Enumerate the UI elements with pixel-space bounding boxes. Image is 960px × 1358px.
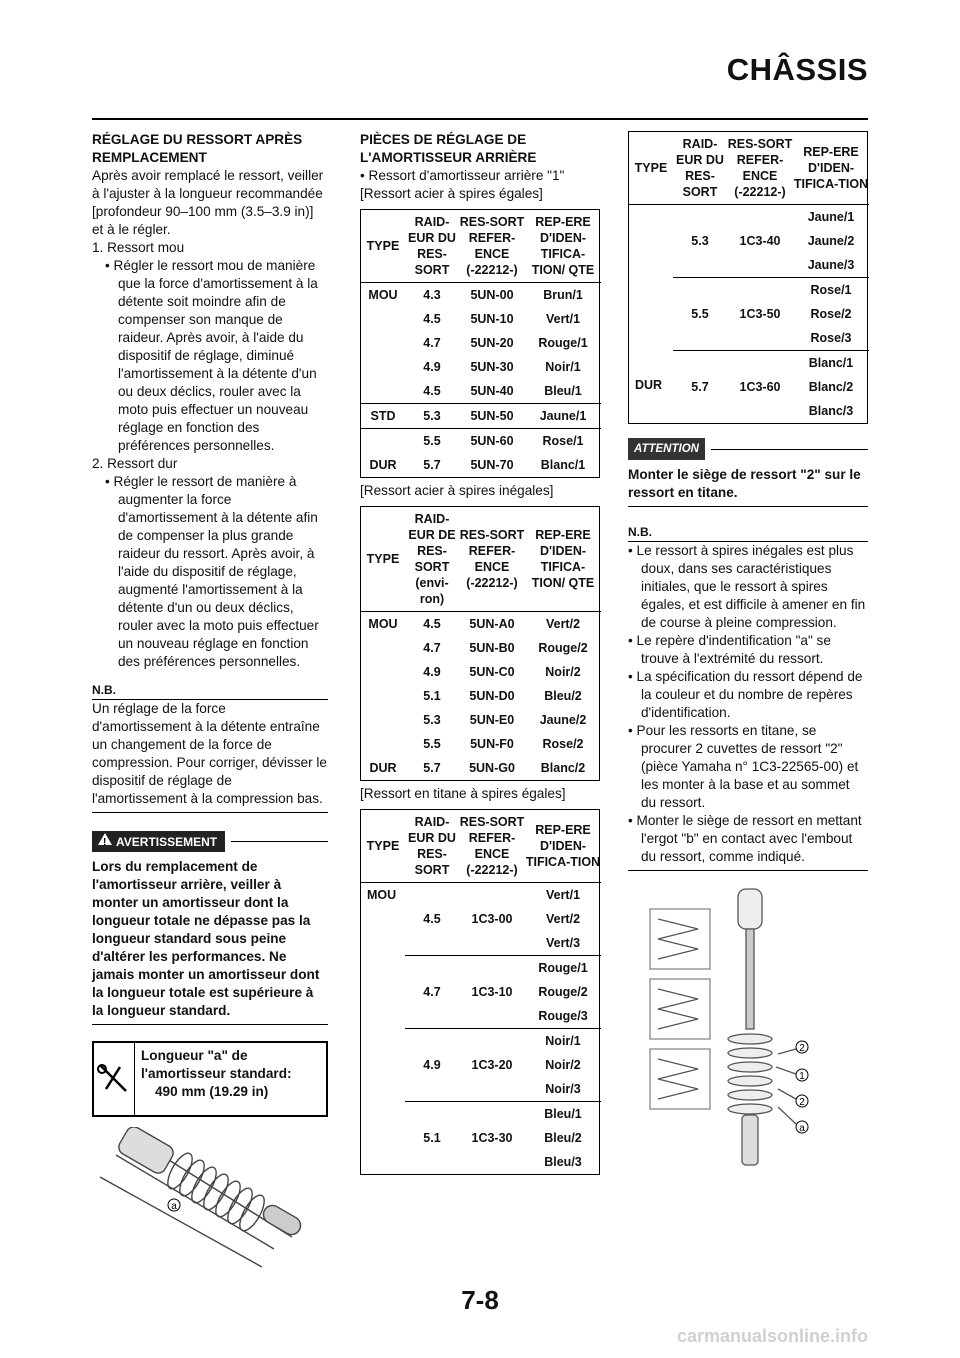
table1-caption: [Ressort acier à spires égales] [360, 186, 543, 201]
cell-rate: 4.5 [423, 912, 441, 926]
cell-rate: 5.7 [423, 761, 441, 775]
col-ref: RES-SORT REFER-ENCE (-22212-) [727, 132, 793, 205]
table-row [361, 404, 601, 429]
cell-rate: 4.9 [423, 665, 441, 679]
cell-ref: 1C3-30 [459, 1102, 525, 1175]
cell-mark: Noir/1 [545, 360, 581, 374]
col-type: TYPE [361, 210, 405, 283]
spec-box [92, 1041, 328, 1117]
cell-ref: 5UN-20 [470, 336, 514, 350]
cell-mark: Blanc/2 [808, 380, 854, 394]
nb-list-item: • La spécification du ressort dépend de la couleur et du nombre de repères d'identification. [628, 669, 863, 720]
table-row [361, 331, 601, 355]
table-row [361, 612, 601, 637]
cell-rate: 4.7 [423, 641, 441, 655]
cell-rate: 4.5 [423, 384, 441, 398]
nb-list-item: • Le repère d'indentification "a" se trouve à l'extrémité du ressort. [628, 633, 831, 666]
cell-type [361, 355, 405, 379]
cell-rate: 5.3 [423, 409, 441, 423]
intro-text: Après avoir remplacé le ressort, veiller à l'ajuster à la longueur recommandée [profondeur 90–100 mm (3.5–3.9 in)] et à le régler. [92, 168, 324, 237]
warning-rule [92, 1024, 328, 1025]
cell-mark: Rose/2 [542, 737, 584, 751]
spacer [629, 205, 673, 373]
cell-mark: Brun/1 [543, 288, 583, 302]
attention-header [628, 438, 868, 460]
table-steel-equal [360, 209, 600, 478]
cell-mark: Rose/2 [810, 307, 852, 321]
col-mark: REP-ERE D'IDEN-TIFICA-TION [793, 132, 869, 205]
table-row [361, 883, 601, 908]
cell-mark: Jaune/3 [807, 258, 855, 272]
column-right [628, 131, 868, 1174]
cell-mark: Rouge/1 [525, 956, 601, 981]
table2-caption: [Ressort acier à spires inégales] [360, 483, 554, 498]
fig-label-a: a [799, 1123, 805, 1134]
cell-ref: 5UN-G0 [469, 761, 515, 775]
cell-type: DUR [369, 761, 397, 775]
cell-type [361, 429, 405, 454]
cell-mark: Noir/3 [545, 1082, 581, 1096]
cell-mark: Bleu/1 [525, 1102, 601, 1127]
cell-mark: Bleu/1 [544, 384, 582, 398]
cell-mark: Jaune/2 [539, 713, 587, 727]
cell-type [361, 379, 405, 404]
fig-label-1: 1 [799, 1071, 805, 1082]
cell-rate: 5.3 [691, 234, 709, 248]
cell-rate: 5.7 [423, 458, 441, 472]
warning-icon [98, 833, 112, 845]
cell-mark: Rouge/2 [538, 985, 588, 999]
cell-type-top: MOU [367, 888, 397, 902]
table-row [361, 283, 601, 308]
cell-ref: 5UN-F0 [470, 737, 514, 751]
cell-mark: Rose/1 [793, 278, 869, 303]
col-ref: RES-SORT REFER-ENCE (-22212-) [459, 210, 525, 283]
cell-type [361, 708, 405, 732]
table-row [361, 453, 601, 477]
cell-ref: 5UN-B0 [469, 641, 515, 655]
col-rate: RAID-EUR DU RES-SORT [405, 810, 459, 883]
cell-ref: 1C3-60 [727, 351, 793, 424]
nb-list-item: • Le ressort à spires inégales est plus doux, dans ses caractéristiques initiales, que le ressort à spires égales, et est difficile à amener en fin de course à pleine compression. [628, 543, 866, 630]
bullet-spring: • Ressort d'amortisseur arrière "1" [360, 168, 565, 183]
cell-type [361, 331, 405, 355]
col-ref: RES-SORT REFER-ENCE (-22212-) [459, 810, 525, 883]
header-rule [92, 118, 868, 120]
cell-rate: 5.1 [423, 689, 441, 703]
nb-text: Un réglage de la force d'amortissement à la détente entraîne un changement de la force de compression. Pour corriger, dévisser le dispositif de réglage de l'amortissement à la compression bas. [92, 701, 327, 806]
cell-mark: Rouge/1 [538, 336, 588, 350]
cell-rate: 5.5 [423, 737, 441, 751]
step-2-title: 2. Ressort dur [92, 456, 178, 471]
cell-ref: 1C3-20 [459, 1029, 525, 1102]
nb-rule-2 [628, 870, 868, 871]
table-row [361, 684, 601, 708]
step-1-text: • Régler le ressort mou de manière que la force d'amortissement à la détente soit moindre afin de compenser son manque de raideur. Après avoir, à l'aide du dispositif de réglage, diminué l'amortissement à la détente d'un ou deux déclics, rouler avec la moto puis effectuer un nouveau réglage en fonction des préférences personnelles. [105, 258, 318, 453]
cell-mark: Noir/1 [525, 1029, 601, 1054]
cell-type-bottom: DUR [635, 378, 663, 392]
cell-mark: Rose/3 [810, 331, 852, 345]
cell-mark: Rose/1 [542, 434, 584, 448]
cell-type: STD [370, 409, 396, 423]
col-rate: RAID-EUR DU RES-SORT [673, 132, 727, 205]
cell-ref: 5UN-E0 [469, 713, 515, 727]
col-type: TYPE [361, 810, 405, 883]
cell-type [361, 732, 405, 756]
section-title: RÉGLAGE DU RESSORT APRÈS REMPLACEMENT [92, 132, 303, 165]
cell-type [361, 883, 405, 1175]
cell-rate: 5.5 [423, 434, 441, 448]
attention-text: Monter le siège de ressort "2" sur le ressort en titane. [628, 467, 861, 500]
cell-mark: Bleu/2 [544, 689, 582, 703]
chapter-title: CHÂSSIS [726, 52, 868, 87]
table-row [361, 379, 601, 404]
cell-mark: Blanc/1 [540, 458, 586, 472]
nb-label-2: N.B. [628, 523, 868, 542]
cell-type: MOU [368, 617, 398, 631]
cell-mark: Blanc/3 [808, 404, 854, 418]
col-mark: REP-ERE D'IDEN-TIFICA-TION [525, 810, 601, 883]
cell-type [361, 307, 405, 331]
cell-mark: Jaune/2 [807, 234, 855, 248]
cell-mark: Vert/2 [545, 617, 581, 631]
table-row [361, 307, 601, 331]
cell-mark: Jaune/1 [539, 409, 587, 423]
cell-ref: 5UN-50 [470, 409, 514, 423]
figure-label-a: a [171, 1201, 177, 1212]
cell-rate: 4.7 [423, 336, 441, 350]
cell-rate: 5.5 [673, 278, 727, 351]
warning-text: Lors du remplacement de l'amortisseur arrière, veiller à monter un amortisseur dont la longueur totale ne dépasse pas la longueur standard sous peine d'altérer les performances. Ne jamais monter un amortisseur dont la longueur totale est supérieure à la longueur standard. [92, 859, 320, 1018]
column-left [92, 131, 328, 1282]
cell-ref: 5UN-A0 [469, 617, 515, 631]
cell-rate: 5.1 [405, 1102, 459, 1175]
cell-ref: 1C3-40 [739, 234, 781, 248]
cell-mark: Noir/2 [545, 1058, 581, 1072]
table3-caption: [Ressort en titane à spires égales] [360, 786, 566, 801]
cell-mark: Rouge/2 [538, 641, 588, 655]
cell-type [629, 205, 673, 424]
cell-rate: 4.3 [423, 288, 441, 302]
cell-ref: 5UN-70 [470, 458, 514, 472]
col-mark: REP-ERE D'IDEN-TIFICA-TION/ QTE [525, 210, 601, 283]
cell-ref: 5UN-10 [470, 312, 514, 326]
cell-ref: 1C3-00 [471, 912, 513, 926]
attention-badge: ATTENTION [628, 438, 705, 460]
table-row [361, 636, 601, 660]
cell-mark: Vert/3 [545, 936, 581, 950]
cell-mark: Bleu/3 [544, 1155, 582, 1169]
cell-type [361, 636, 405, 660]
cell-mark: Blanc/1 [793, 351, 869, 376]
shock-absorber-figure [92, 1127, 328, 1277]
table-row [361, 429, 601, 454]
cell-type [361, 684, 405, 708]
section-title-2: PIÈCES DE RÉGLAGE DE L'AMORTISSEUR ARRIÈRE [360, 132, 537, 165]
cell-mark: Vert/1 [545, 888, 581, 902]
table-titanium-continued [628, 131, 868, 424]
cell-rate: 4.5 [423, 617, 441, 631]
cell-rate: 4.9 [405, 1029, 459, 1102]
cell-mark: Jaune/1 [807, 210, 855, 224]
cell-rate: 4.7 [405, 956, 459, 1029]
nb-rule [92, 812, 328, 813]
col-type: TYPE [629, 132, 673, 205]
col-rate: RAID-EUR DU RES-SORT [405, 210, 459, 283]
cell-ref: 1C3-10 [459, 956, 525, 1029]
col-ref: RES-SORT REFER-ENCE (-22212-) [459, 507, 525, 612]
cell-rate: 4.5 [423, 312, 441, 326]
watermark: carmanualsonline.info [676, 1326, 868, 1346]
cell-ref: 5UN-00 [470, 288, 514, 302]
attention-rule [628, 506, 868, 507]
cell-mark: Bleu/2 [544, 1131, 582, 1145]
spec-label: Longueur "a" de l'amortisseur standard: [141, 1048, 292, 1081]
table-row [361, 355, 601, 379]
col-type: TYPE [361, 507, 405, 612]
cell-ref: 5UN-D0 [469, 689, 515, 703]
table-titanium [360, 809, 600, 1175]
nb-list [628, 542, 868, 866]
cell-ref: 1C3-50 [727, 278, 793, 351]
table-row [361, 660, 601, 684]
table-row [629, 205, 869, 230]
wrench-icon [94, 1043, 135, 1115]
fig-label-2b: 2 [799, 1097, 805, 1108]
cell-rate: 4.9 [423, 360, 441, 374]
cell-mark: Rouge/3 [538, 1009, 588, 1023]
nb-list-item: • Monter le siège de ressort en mettant l'ergot "b" en contact avec l'embout du ressort, comme indiqué. [628, 813, 862, 864]
cell-ref: 5UN-40 [470, 384, 514, 398]
table-steel-unequal [360, 506, 600, 781]
table-row [361, 756, 601, 780]
nb-list-item: • Pour les ressorts en titane, se procurer 2 cuvettes de ressort "2" (pièce Yamaha n° 1C3-22565-00) et les monter à la base et au sommet du ressort. [628, 723, 859, 810]
table-row [361, 732, 601, 756]
cell-mark: Vert/1 [545, 312, 581, 326]
col-rate: RAID-EUR DE RES-SORT (envi-ron) [405, 507, 459, 612]
fig-label-2a: 2 [799, 1043, 805, 1054]
page-number: 7-8 [461, 1285, 499, 1315]
column-middle [360, 131, 600, 1175]
cell-ref: 5UN-C0 [469, 665, 515, 679]
step-2-text: • Régler le ressort de manière à augmenter la force d'amortissement à la détente afin de compenser la plus grande raideur du ressort. Après avoir, à l'aide du dispositif de réglage, augmenté l'amortissement à la détente d'un ou deux déclics, rouler avec la moto puis effectuer un nouveau réglage en fonction des préférences personnelles. [105, 474, 319, 669]
spec-value: 490 mm (19.29 in) [155, 1084, 269, 1099]
cell-ref: 5UN-60 [470, 434, 514, 448]
cell-ref: 5UN-30 [470, 360, 514, 374]
col-mark: REP-ERE D'IDEN-TIFICA-TION/ QTE [525, 507, 601, 612]
nb-label: N.B. [92, 681, 328, 700]
cell-type: MOU [368, 288, 398, 302]
cell-type [361, 660, 405, 684]
warning-header [92, 831, 328, 852]
cell-mark: Vert/2 [545, 912, 581, 926]
cell-rate: 5.7 [673, 351, 727, 424]
step-1-title: 1. Ressort mou [92, 240, 185, 255]
spring-assembly-figure [628, 879, 868, 1169]
cell-type: DUR [369, 458, 397, 472]
cell-rate: 5.3 [423, 713, 441, 727]
warning-badge: ! AVERTISSEMENT [92, 831, 225, 852]
cell-mark: Blanc/2 [540, 761, 586, 775]
table-row [361, 708, 601, 732]
cell-mark: Noir/2 [545, 665, 581, 679]
